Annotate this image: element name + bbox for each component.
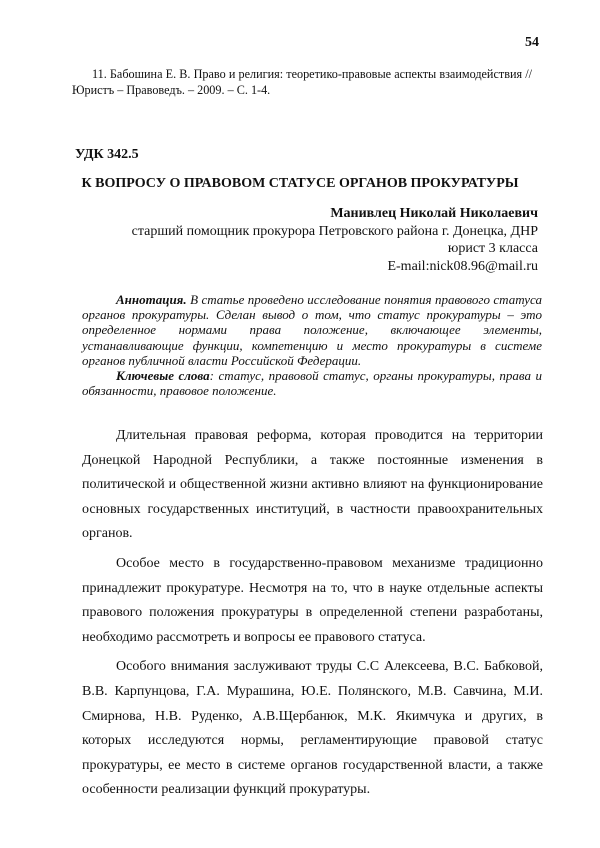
author-email: E-mail:nick08.96@mail.ru	[387, 258, 538, 274]
author-rank: юрист 3 класса	[447, 241, 538, 256]
body-paragraph: Длительная правовая реформа, которая проводится на территории Донецкой Народной Республики, а также постоянные изменения в политической и общественной жизни активно влияют на функционирование основных государственных институций, в частности правоохранительных органов.	[82, 428, 543, 542]
author-block	[132, 205, 538, 275]
body-paragraph: Особое место в государственно-правовом механизме традиционно принадлежит прокуратуре. Несмотря на то, что в науке отдельные аспекты правового положения прокуратуры в определенной степени разработаны, необходимо рассмотреть и вопросы ее правового статуса.	[82, 555, 543, 645]
abstract-block	[82, 292, 542, 398]
reference-item: 11. Бабошина Е. В. Право и религия: теоретико-правовые аспекты взаимодействия // Юристъ – Правоведъ. – 2009. – С. 1-4.	[72, 67, 532, 97]
article-title: К ВОПРОСУ О ПРАВОВОМ СТАТУСЕ ОРГАНОВ ПРОКУРАТУРЫ	[81, 176, 519, 191]
keywords-paragraph	[82, 368, 542, 398]
author-position: старший помощник прокурора Петровского района г. Донецка, ДНР	[131, 223, 538, 239]
author-name: Манивлец Николай Николаевич	[330, 206, 538, 221]
abstract-text: В статье проведено исследование понятия правового статуса органов прокуратуры. Сделан вывод о том, что статус прокуратуры – это определенное нормами права положение, включающее элементы, устанавливающие функции, компетенцию и место прокуратуры в системе органов публичной власти Российской Федерации.	[82, 292, 542, 368]
abstract-label: Аннотация.	[116, 292, 187, 307]
article-body	[82, 424, 543, 808]
keywords-text: : статус, правовой статус, органы прокуратуры, права и обязанности, правовое положение.	[82, 368, 542, 399]
abstract-paragraph	[82, 292, 542, 368]
udk-code: УДК 342.5	[75, 147, 139, 162]
keywords-label: Ключевые слова	[116, 368, 210, 384]
body-paragraph: Особого внимания заслуживают труды С.С Алексеева, В.С. Бабковой, В.В. Карпунцова, Г.А. Мурашина, Ю.Е. Полянского, М.В. Савчина, М.И. Смирнова, Н.В. Руденко, А.В.Щербанюк, М.К. Якимчука и других, в которых исследуются нормы, регламентирующие правовой статус прокуратуры, ее место в системе органов государственной власти, а также особенности реализации функций прокуратуры.	[82, 659, 543, 798]
page-number: 54	[525, 35, 539, 50]
